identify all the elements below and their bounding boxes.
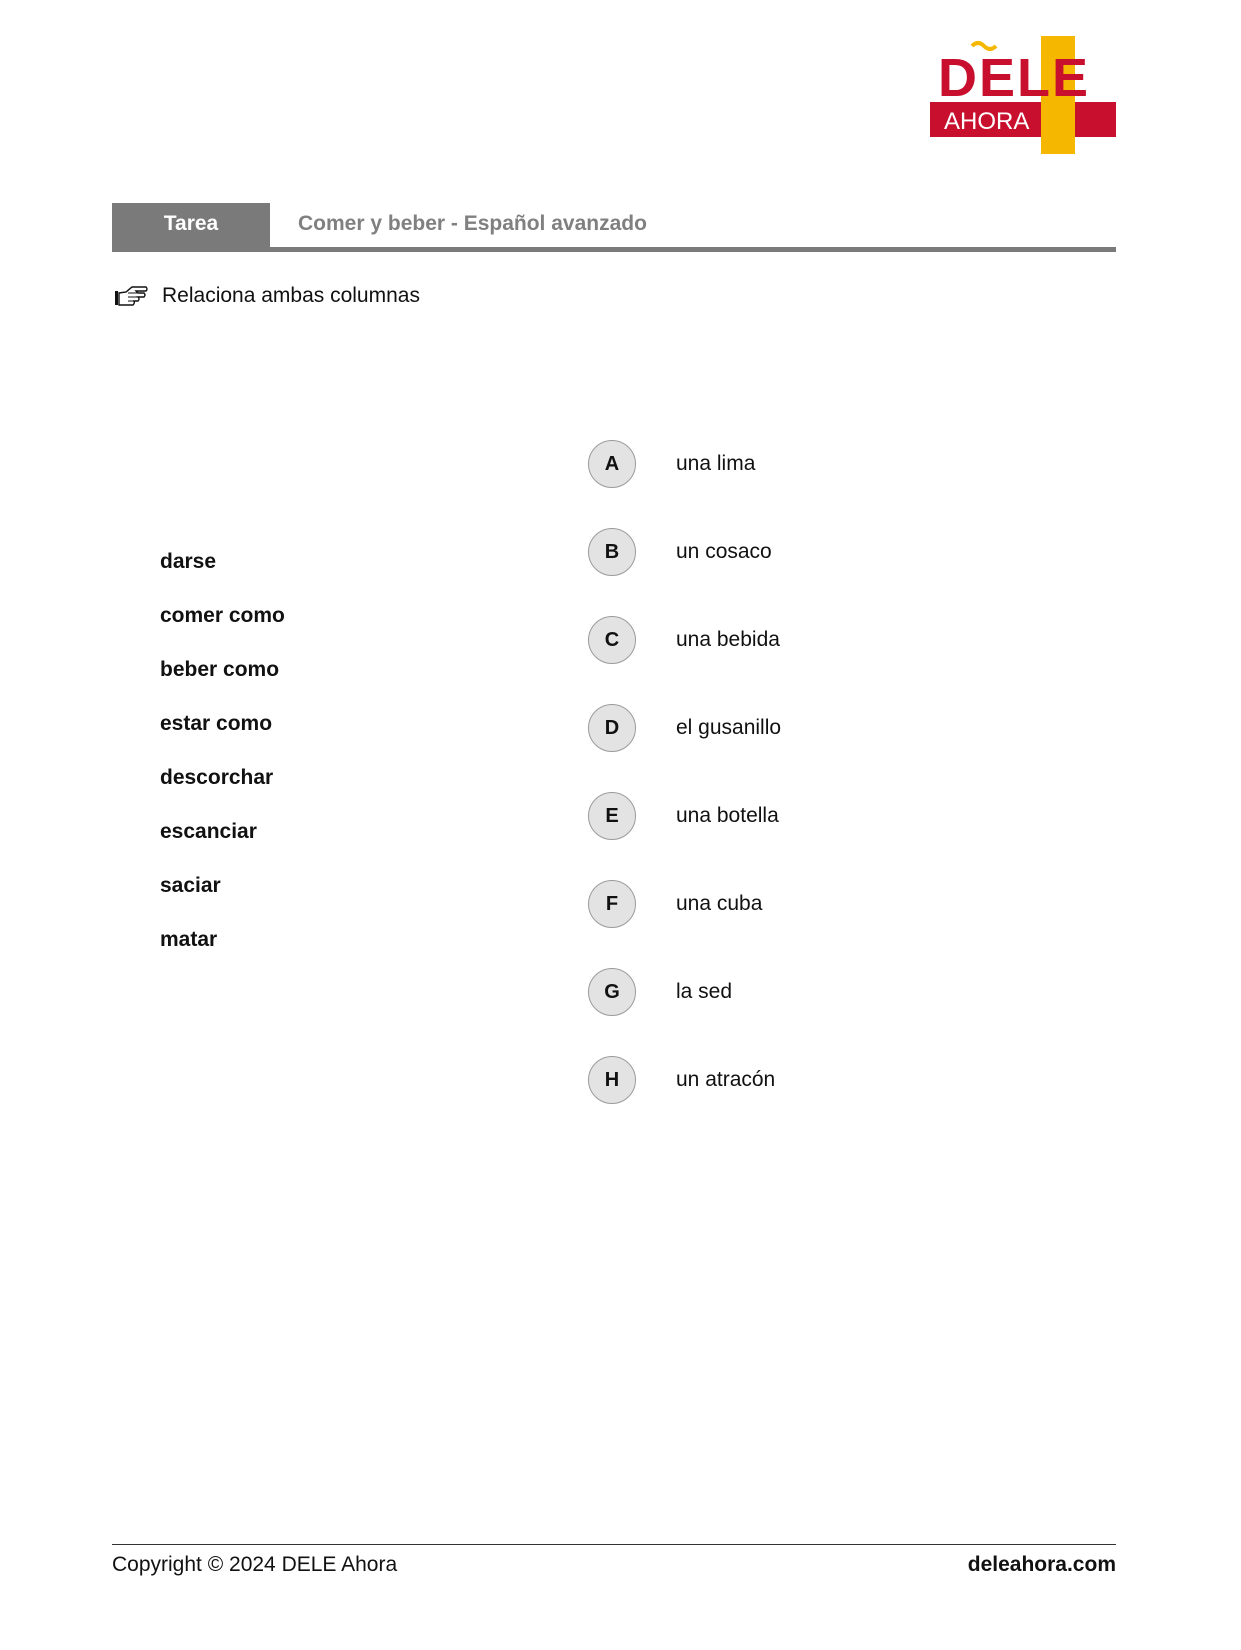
option-d [588, 704, 781, 752]
task-title: Comer y beber - Español avanzado [298, 212, 647, 235]
option-c [588, 616, 780, 664]
left-item-comer-como: comer como [160, 604, 285, 627]
footer-site-link[interactable]: deleahora.com [967, 1553, 1116, 1576]
option-f [588, 880, 762, 928]
option-h [588, 1056, 775, 1104]
footer-rule [112, 1544, 1116, 1545]
left-item-darse: darse [160, 550, 217, 573]
task-header [112, 203, 1116, 252]
option-text: una lima [676, 452, 756, 475]
svg-text:DELE: DELE [938, 48, 1091, 108]
left-item-descorchar: descorchar [160, 766, 274, 789]
option-b [588, 528, 772, 576]
option-a [588, 440, 755, 488]
option-g [588, 968, 732, 1016]
option-letter-badge: C [588, 616, 636, 664]
instruction [114, 281, 420, 311]
option-letter-badge: H [588, 1056, 636, 1104]
option-letter-badge: D [588, 704, 636, 752]
left-item-escanciar: escanciar [160, 820, 257, 843]
option-text: un cosaco [676, 540, 772, 563]
header-rule [112, 247, 1116, 252]
option-text: la sed [676, 980, 733, 1003]
footer-copyright: Copyright © 2024 DELE Ahora [112, 1553, 398, 1576]
instruction-text: Relaciona ambas columnas [162, 284, 420, 307]
left-item-saciar: saciar [160, 874, 221, 897]
task-tag: Tarea [112, 203, 270, 248]
option-letter-badge: A [588, 440, 636, 488]
pointing-hand-icon [114, 284, 148, 308]
option-text: una bebida [676, 628, 780, 651]
left-item-beber-como: beber como [160, 658, 280, 681]
option-letter-badge: G [588, 968, 636, 1016]
option-text: una cuba [676, 892, 763, 915]
option-letter-badge: F [588, 880, 636, 928]
option-text: el gusanillo [676, 716, 782, 739]
option-letter-badge: B [588, 528, 636, 576]
option-letter-badge: E [588, 792, 636, 840]
dele-ahora-logo [930, 36, 1116, 154]
option-e [588, 792, 779, 840]
svg-text:AHORA: AHORA [944, 108, 1030, 135]
option-text: un atracón [676, 1068, 776, 1091]
left-item-estar-como: estar como [160, 712, 273, 735]
left-item-matar: matar [160, 928, 218, 951]
option-text: una botella [676, 804, 779, 827]
